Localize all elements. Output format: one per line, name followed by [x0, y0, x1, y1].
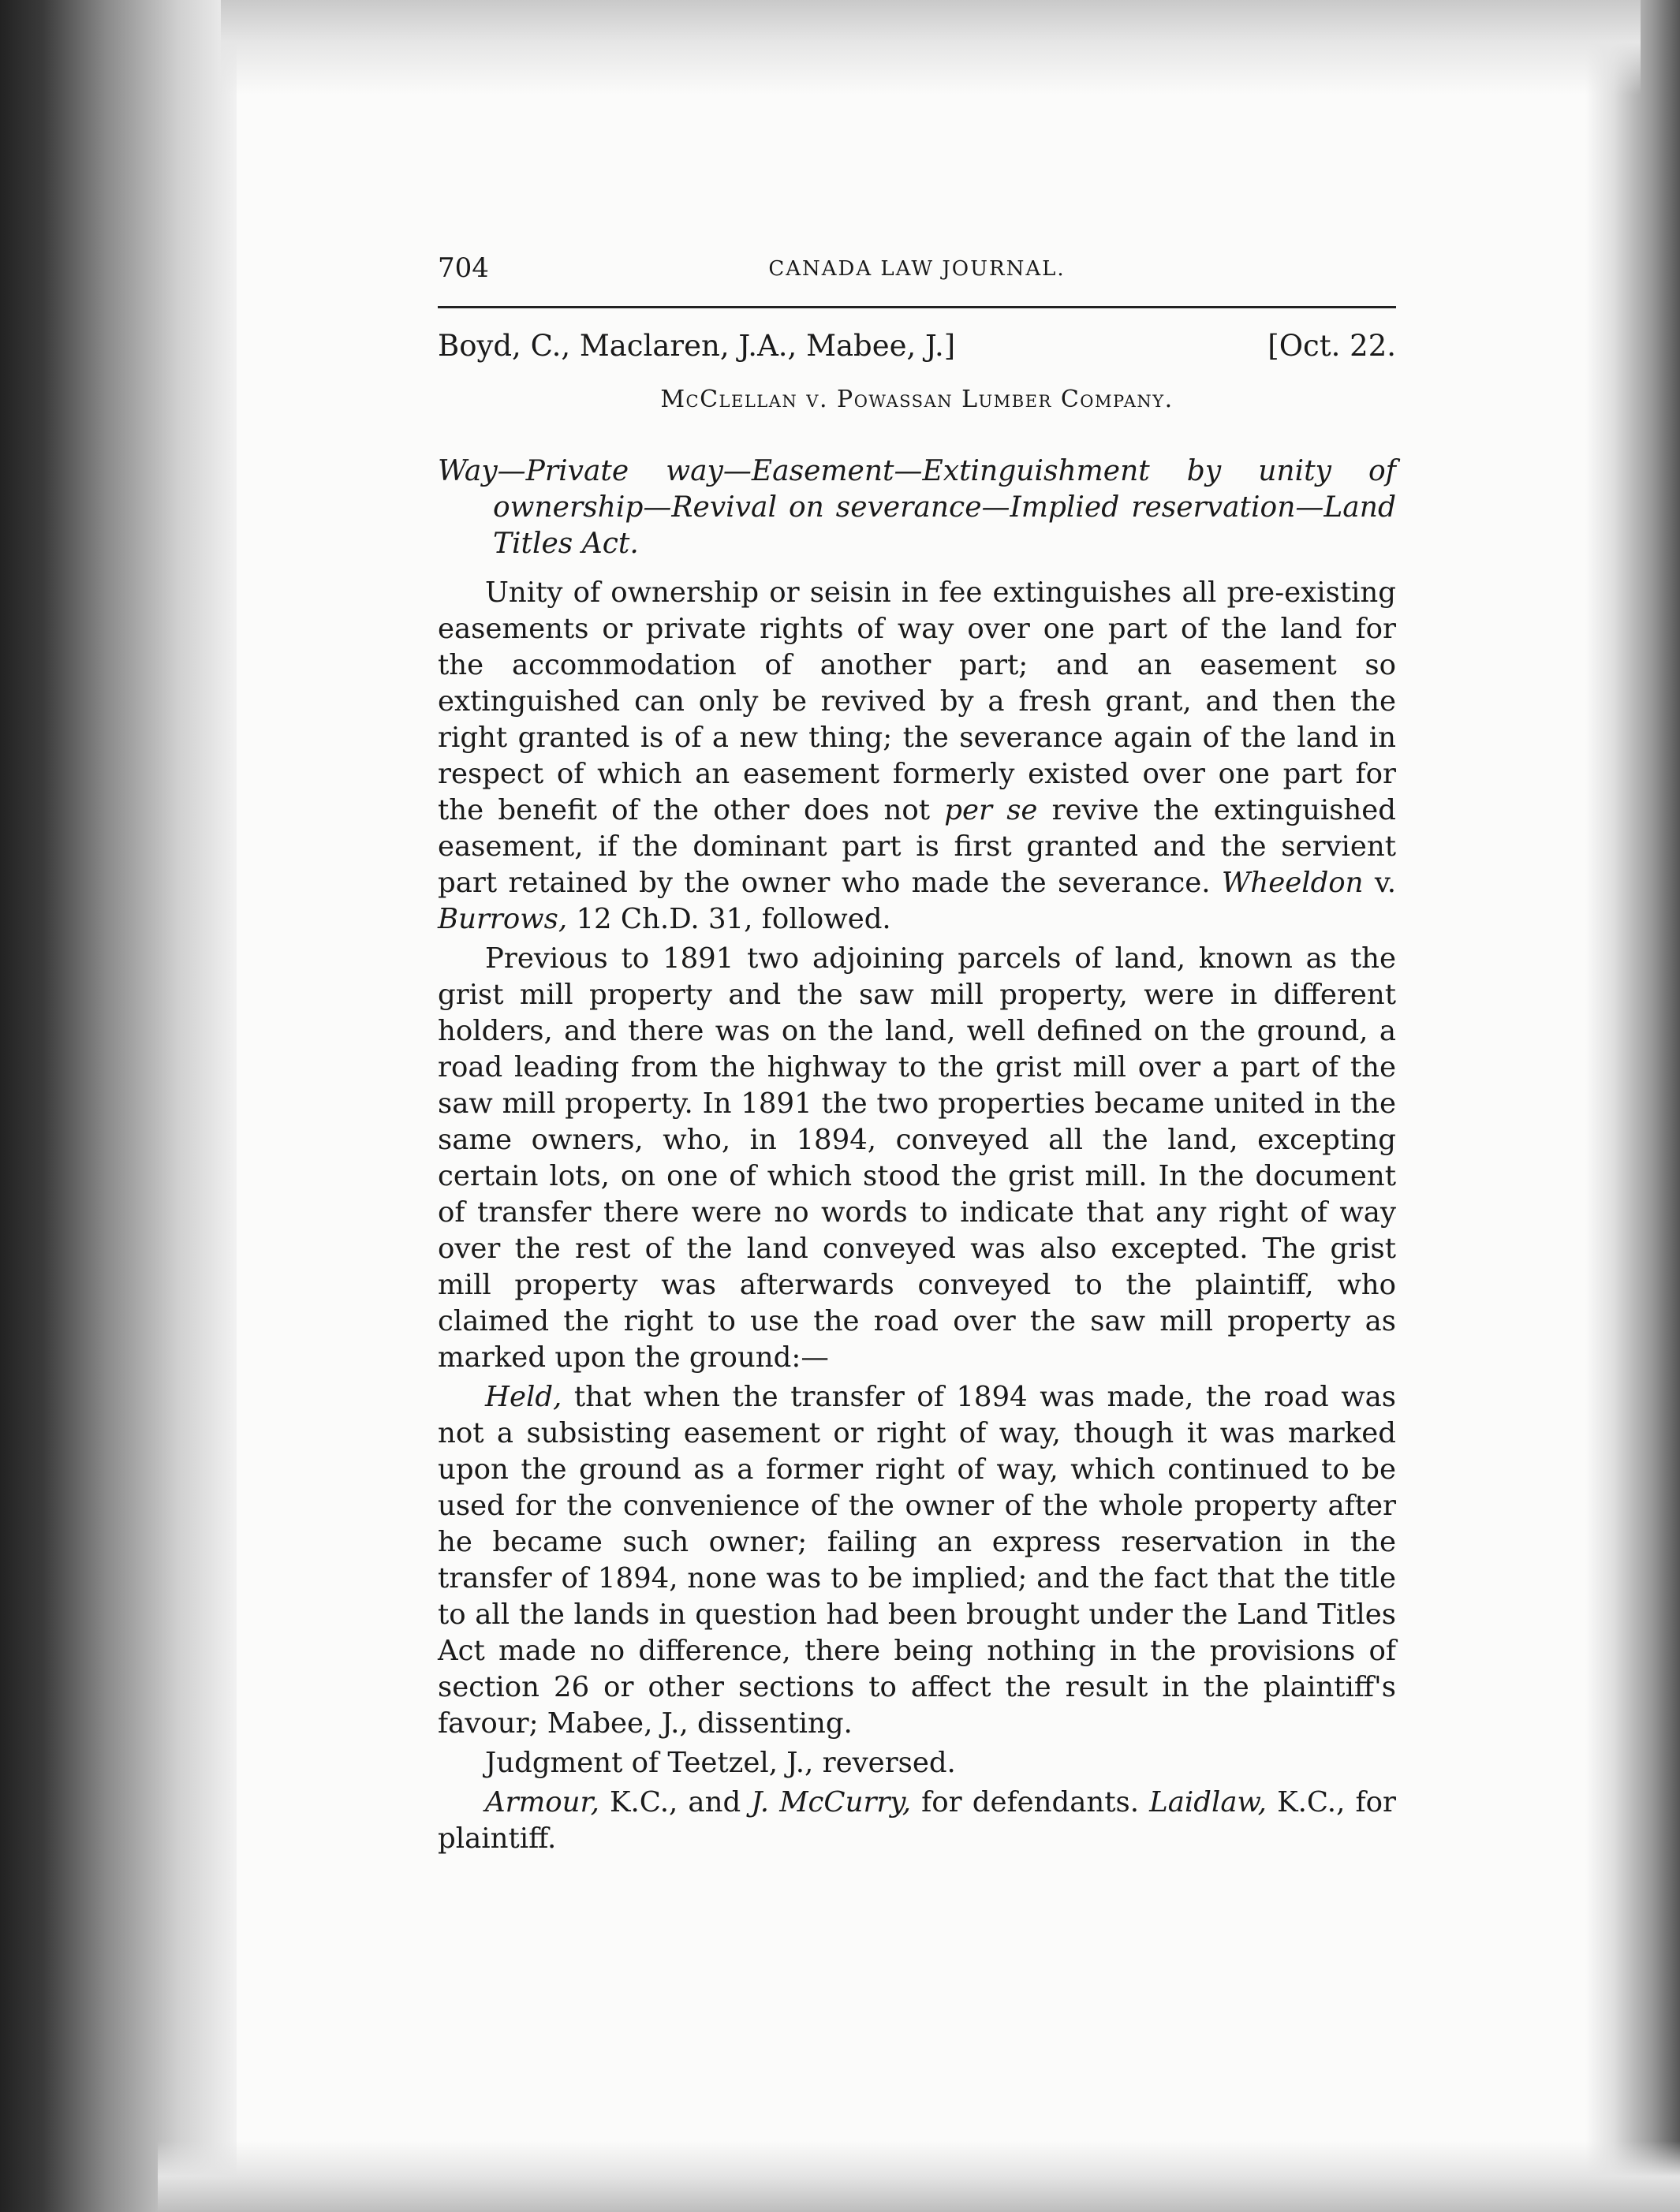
headnote: Way—Private way—Easement—Extinguishment by unity of ownership—Revival on severance—Implied reservation—Land Titles Act.: [438, 455, 1396, 560]
counsel-armour: Armour,: [485, 1786, 599, 1818]
decision-date: [Oct. 22.: [1267, 329, 1396, 363]
page-number: 704: [438, 252, 489, 284]
judges: Boyd, C., Maclaren, J.A., Mabee, J.]: [438, 329, 956, 363]
case-name-a: Wheeldon: [1221, 867, 1364, 899]
case-body: [438, 575, 1396, 1857]
counsel-text-3: K.C., for plaintiff.: [438, 1786, 1396, 1855]
counsel-line: [438, 1785, 1396, 1857]
counsel-mccurry: J. McCurry,: [751, 1786, 912, 1818]
citation: 12 Ch.D. 31, followed.: [567, 903, 891, 935]
paragraph-4: Judgment of Teetzel, J., reversed.: [485, 1747, 956, 1779]
top-scan-noise: [221, 0, 1641, 95]
case-name-b: Burrows,: [438, 903, 568, 935]
paragraph-3: [438, 1379, 1396, 1742]
counsel-laidlaw: Laidlaw,: [1149, 1786, 1267, 1818]
counsel-text-1: K.C., and: [599, 1786, 752, 1818]
para1-text2: revive the extinguished easement, if the dominant part is first granted and the servient part retained by the owner who made the severance.: [438, 794, 1397, 899]
per-se: per se: [944, 794, 1038, 826]
counsel-text-2: for defendants.: [911, 1786, 1150, 1818]
bottom-scan-noise: [158, 2141, 1680, 2212]
running-head: [438, 252, 1396, 300]
paragraph-2: Previous to 1891 two adjoining parcels of land, known as the grist mill property and the saw mill property, were in different holders, and there was on the land, well defined on the ground, a road leading from the highway to the grist mill over a part of the saw mill property. In 1891 the two properties became united in the same owners, who, in 1894, conveyed all the land, excepting certain lots, on one of which stood the grist mill. In the document of transfer there were no words to indicate that any right of way over the rest of the land conveyed was also excepted. The grist mill property was afterwards conveyed to the plaintiff, who claimed the right to use the road over the saw mill property as marked upon the ground:—: [438, 942, 1396, 1374]
page-edge-shadow: [1585, 0, 1680, 2212]
page-content: [438, 252, 1396, 1860]
held-label: Held,: [485, 1381, 562, 1413]
paragraph-1: [438, 575, 1396, 938]
para1-text: Unity of ownership or seisin in fee extinguishes all pre-existing easements or private rights of way over one part of the land for the accommodation of another part; and an easement so extinguished can only be revived by a fresh grant, and then the right granted is of a new thing; the severance again of the land in respect of which an easement formerly existed over one part for the benefit of the other does not: [438, 576, 1396, 826]
judges-line: [438, 329, 1396, 375]
header-rule: [438, 306, 1396, 308]
case-title: McClellan v. Powassan Lumber Company.: [660, 386, 1174, 413]
held-text: that when the transfer of 1894 was made, the road was not a subsisting easement or right of way, though it was marked upon the ground as a former right of way, which continued to be used for the convenience of the owner of the whole property after he became such owner; failing an express reservation in the transfer of 1894, none was to be implied; and the fact that the title to all the lands in question had been brought under the Land Titles Act made no difference, there being nothing in the provisions of section 26 or other sections to affect the result in the plaintiff's favour; Mabee, J., dissenting.: [438, 1381, 1396, 1740]
binding-shadow: [0, 0, 237, 2212]
versus: v.: [1363, 867, 1396, 899]
journal-title: CANADA LAW JOURNAL.: [768, 257, 1066, 281]
